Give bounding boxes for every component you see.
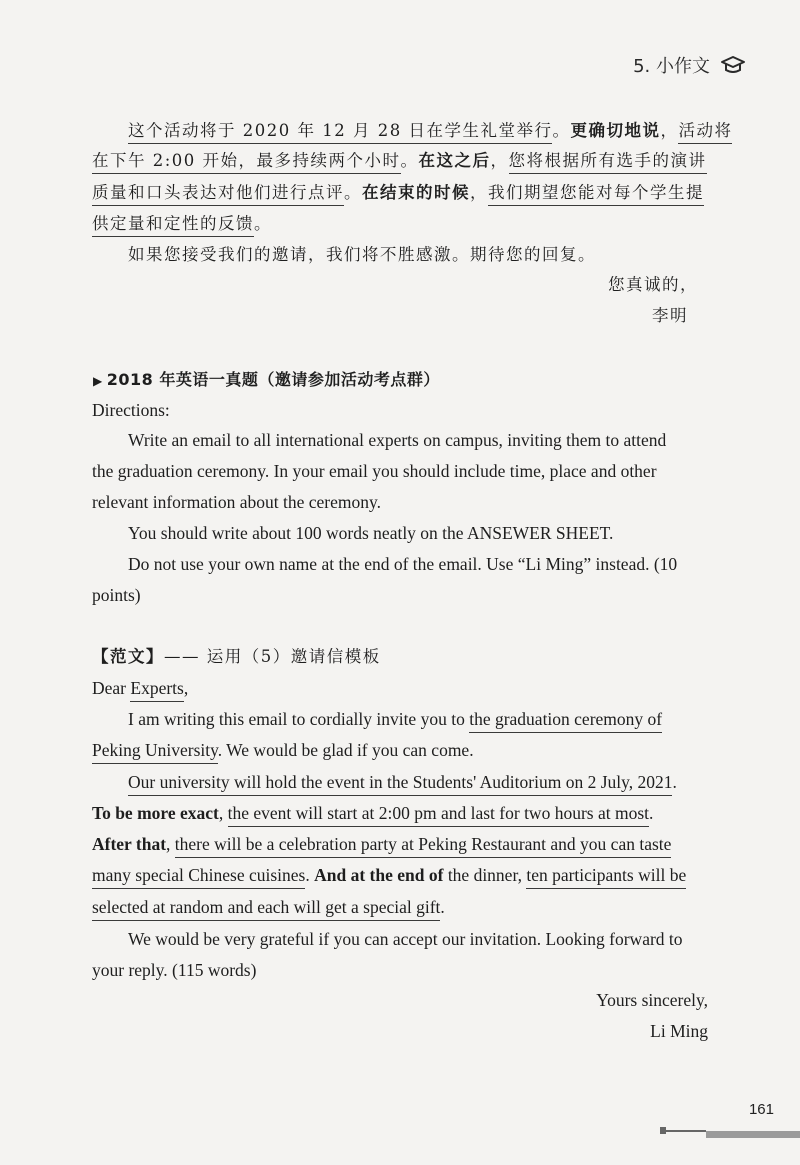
sample-para2-line1: Our university will hold the event in the Students' Auditorium on 2 July, 2021. (128, 771, 677, 793)
triangle-bullet-icon: ▶ (93, 374, 103, 388)
section-label: 5. 小作文 (633, 56, 710, 77)
sample-para2-line5: selected at random and each will get a special gift. (92, 896, 445, 918)
exam-title: ▶ 2018 年英语一真题（邀请参加活动考点群） (93, 370, 440, 389)
sample-para1-line1: I am writing this email to cordially invite you to the graduation ceremony of (128, 708, 662, 730)
running-header (633, 52, 746, 78)
footer-bar-thick (706, 1131, 800, 1138)
cn-line-3: 质量和口头表达对他们进行点评。在结束的时候，我们期望您能对每个学生提 (92, 182, 704, 204)
cn-signature: 李明 (652, 306, 688, 325)
cn-line-5: 如果您接受我们的邀请，我们将不胜感激。期待您的回复。 (128, 245, 596, 264)
sample-greeting: Dear Experts, (92, 677, 188, 699)
directions-p1-line2: the graduation ceremony. In your email you should include time, place and other (92, 461, 657, 481)
sample-para1-line2: Peking University. We would be glad if you can come. (92, 739, 474, 761)
cn-line-2: 在下午 2:00 开始，最多持续两个小时。在这之后，您将根据所有选手的演讲 (92, 150, 707, 172)
cn-closing: 您真诚的， (608, 275, 698, 294)
sample-signature: Li Ming (650, 1021, 708, 1041)
directions-p3-line1: Do not use your own name at the end of the email. Use “Li Ming” instead. (10 (128, 554, 678, 574)
graduation-cap-icon (720, 55, 746, 75)
page-number: 161 (748, 1101, 774, 1118)
sample-heading: 【范文】—— 运用（5）邀请信模板 (92, 647, 381, 666)
cn-line-4: 供定量和定性的反馈。 (92, 213, 272, 235)
sample-para2-line4: many special Chinese cuisines. And at the end of the dinner, ten participants will be (92, 864, 686, 886)
sample-para3-line2: your reply. (115 words) (92, 960, 257, 980)
directions-label: Directions: (92, 400, 170, 420)
cn-line-1: 这个活动将于 2020 年 12 月 28 日在学生礼堂举行。更确切地说，活动将 (128, 120, 732, 142)
directions-p2: You should write about 100 words neatly on the ANSEWER SHEET. (128, 523, 614, 543)
directions-p1-line1: Write an email to all international experts on campus, inviting them to attend (128, 430, 667, 450)
sample-para2-line3: After that, there will be a celebration party at Peking Restaurant and you can taste (92, 833, 671, 855)
sample-para3-line1: We would be very grateful if you can accept our invitation. Looking forward to (128, 929, 683, 949)
sample-para2-line2: To be more exact, the event will start at 2:00 pm and last for two hours at most. (92, 802, 653, 824)
directions-p3-line2: points) (92, 585, 141, 605)
directions-p1-line3: relevant information about the ceremony. (92, 492, 381, 512)
sample-closing: Yours sincerely, (596, 990, 708, 1010)
footer-bar-thin (666, 1130, 706, 1132)
